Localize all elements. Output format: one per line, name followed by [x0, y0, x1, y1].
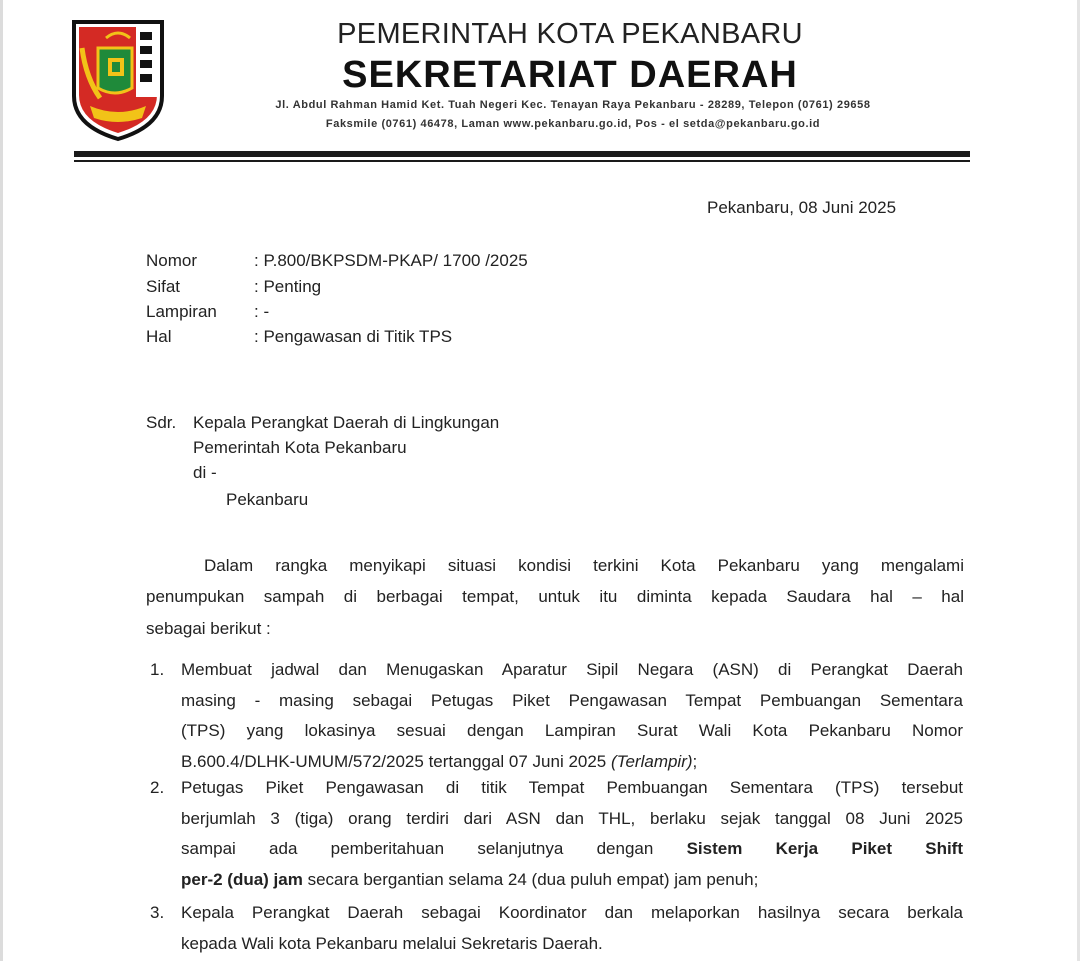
hal-label: Hal [146, 327, 172, 346]
recipient-line-1: Kepala Perangkat Daerah di Lingkungan [193, 413, 500, 432]
item-2-line-2: berjumlah 3 (tiga) orang terdiri dari ASN dan THL, berlaku sejak tanggal 08 Juni 2025 [181, 808, 963, 828]
sifat-value: : Penting [254, 277, 322, 296]
office-contacts: Faksmile (0761) 46478, Laman www.pekanbaru.go.id, Pos - el setda@pekanbaru.go.id [325, 118, 821, 130]
recipient-line-2: Pemerintah Kota Pekanbaru [193, 438, 407, 457]
office-name: SEKRETARIAT DAERAH [342, 54, 798, 96]
item-2-line-1: Petugas Piket Pengawasan di titik Tempat Pembuangan Sementara (TPS) tersebut [181, 778, 963, 797]
intro-line-1: Dalam rangka menyikapi situasi kondisi terkini Kota Pekanbaru yang mengalami [204, 556, 964, 575]
shift-duration-bold: per-2 (dua) jam [181, 870, 303, 890]
item-3-line-1: Kepala Perangkat Daerah sebagai Koordinator dan melaporkan hasilnya secara berkala [181, 903, 963, 922]
item-2-line-3 [181, 834, 963, 865]
item-1-line-1: Membuat jadwal dan Menugaskan Aparatur Sipil Negara (ASN) di Perangkat Daerah [181, 660, 963, 679]
item-1-line-4-text: B.600.4/DLHK-UMUM/572/2025 tertanggal 07 Juni 2025 [181, 752, 611, 772]
item-2-line-4 [181, 865, 963, 896]
hal-value: : Pengawasan di Titik TPS [254, 327, 453, 346]
lampiran-value: : - [254, 302, 270, 321]
letterhead-rule-thick [74, 151, 970, 157]
item-1-line-4-end: ; [692, 752, 698, 772]
item-number: 1. [150, 660, 165, 679]
item-number: 3. [150, 903, 165, 922]
intro-line-3: sebagai berikut : [146, 619, 271, 638]
terlampir-note: (Terlampir) [610, 752, 693, 772]
item-3-line-2: kepada Wali kota Pekanbaru melalui Sekretaris Daerah. [181, 933, 603, 953]
item-1-line-3: (TPS) yang lokasinya sesuai dengan Lampiran Surat Wali Kota Pekanbaru Nomor [181, 721, 963, 741]
government-name: PEMERINTAH KOTA PEKANBARU [337, 18, 803, 50]
letterhead-rule-thin [74, 160, 970, 162]
item-number: 2. [150, 778, 165, 797]
item-2-line-3-text: sampai ada pemberitahuan selanjutnya dengan [181, 839, 687, 859]
nomor-label: Nomor [146, 251, 198, 270]
letter-date: Pekanbaru, 08 Juni 2025 [707, 198, 897, 217]
shift-system-bold: Sistem Kerja Piket Shift [686, 839, 964, 859]
item-2-line-4-text: secara bergantian selama 24 (dua puluh empat) jam penuh; [302, 870, 759, 890]
sifat-label: Sifat [146, 277, 181, 296]
lampiran-label: Lampiran [146, 302, 217, 321]
pekanbaru-emblem-logo [70, 18, 166, 142]
recipient-city: Pekanbaru [226, 490, 309, 509]
intro-line-2: penumpukan sampah di berbagai tempat, untuk itu diminta kepada Saudara hal – hal [146, 587, 964, 606]
office-address: Jl. Abdul Rahman Hamid Ket. Tuah Negeri Kec. Tenayan Raya Pekanbaru - 28289, Telepon (0761) 29658 [275, 99, 871, 111]
nomor-value: : P.800/BKPSDM-PKAP/ 1700 /2025 [254, 251, 528, 270]
recipient-line-3: di - [193, 463, 217, 482]
recipient-prefix: Sdr. [146, 413, 177, 432]
item-1-line-2: masing - masing sebagai Petugas Piket Pengawasan Tempat Pembuangan Sementara [181, 690, 963, 710]
page-edge-left [0, 0, 3, 961]
